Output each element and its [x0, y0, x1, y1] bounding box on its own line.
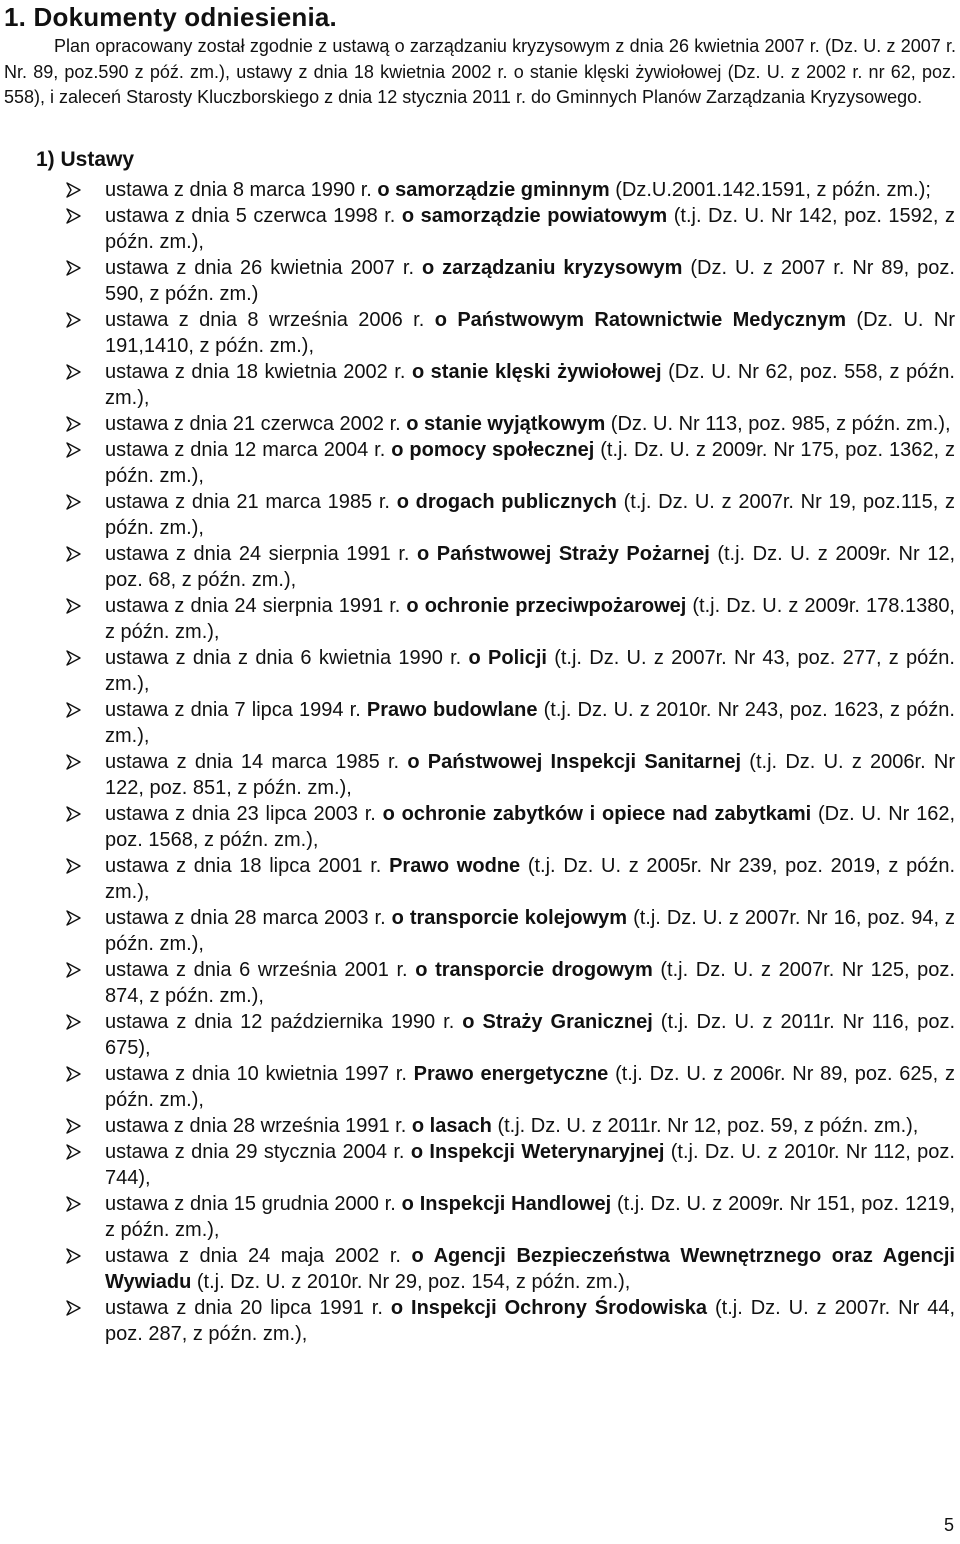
arrow-bullet-icon	[66, 1066, 81, 1082]
law-list	[0, 177, 960, 1347]
law-list-item	[0, 697, 955, 749]
law-date: ustawa z dnia 12 marca 2004 r.	[105, 439, 392, 461]
law-date: ustawa z dnia 20 lipca 1991 r.	[105, 1297, 391, 1319]
law-date: ustawa z dnia 24 sierpnia 1991 r.	[105, 543, 418, 565]
law-list-item	[0, 255, 955, 307]
law-citation: (Dz. U. z 2007 r. Nr 89, poz. 590, z późn. zm.)	[105, 257, 955, 305]
law-title: Prawo wodne	[389, 855, 521, 877]
law-title: o lasach	[411, 1115, 492, 1137]
law-citation: (t.j. Dz. U. z 2007r. Nr 19, poz.115, z późn. zm.),	[105, 491, 956, 539]
law-title: Prawo energetyczne	[413, 1063, 609, 1085]
arrow-bullet-icon	[66, 1300, 81, 1316]
law-title: o samorządzie powiatowym	[401, 205, 668, 227]
law-date: ustawa z dnia 14 marca 1985 r.	[105, 751, 408, 773]
law-title: o Państwowej Straży Pożarnej	[417, 543, 710, 565]
arrow-bullet-icon	[66, 364, 81, 380]
arrow-bullet-icon	[66, 260, 81, 276]
law-date: ustawa z dnia 26 kwietnia 2007 r.	[105, 257, 422, 279]
law-title: o Inspekcji Handlowej	[401, 1193, 612, 1215]
law-date: ustawa z dnia 28 września 1991 r.	[105, 1115, 412, 1137]
law-title: o samorządzie gminnym	[377, 179, 610, 201]
arrow-bullet-icon	[66, 182, 81, 198]
law-title: o Policji	[468, 647, 547, 669]
law-date: ustawa z dnia 8 marca 1990 r.	[105, 179, 378, 201]
intro-paragraph: Plan opracowany został zgodnie z ustawą o zarządzaniu kryzysowym z dnia 26 kwietnia 2007 r. (Dz. U. z 2007 r. Nr. 89, poz.590 z póź. zm.), ustawy z dnia 18 kwietnia 2002 r. o stanie klęski żywiołowej (Dz. U. z 2002 r. nr 62, poz. 558), i zaleceń Starosty Kluczborskiego z dnia 12 stycznia 2011 r. do Gminnych Planów Zarządzania Kryzysowego.	[4, 36, 956, 107]
law-citation: (Dz.U.2001.142.1591, z późn. zm.);	[609, 179, 931, 201]
arrow-bullet-icon	[66, 598, 81, 614]
law-list-item	[0, 853, 955, 905]
law-title: o Inspekcji Weterynaryjnej	[410, 1141, 665, 1163]
law-date: ustawa z dnia 29 stycznia 2004 r.	[105, 1141, 411, 1163]
law-title: o Agencji Bezpieczeństwa Wewnętrznego oraz Agencji Wywiadu	[105, 1245, 955, 1293]
law-title: o Straży Granicznej	[462, 1011, 653, 1033]
law-list-item	[0, 1009, 955, 1061]
section-heading: 1. Dokumenty odniesienia.	[4, 2, 337, 32]
law-list-item	[0, 489, 955, 541]
law-date: ustawa z dnia 6 września 2001 r.	[105, 959, 416, 981]
law-date: ustawa z dnia 24 maja 2002 r.	[105, 1245, 412, 1267]
law-citation: (t.j. Dz. U. z 2006r. Nr 89, poz. 625, z późn. zm.),	[105, 1063, 955, 1111]
law-citation: (t.j. Dz. U. z 2010r. Nr 243, poz. 1623, z późn. zm.),	[105, 699, 955, 747]
law-citation: (Dz. U. Nr 113, poz. 985, z późn. zm.),	[605, 413, 951, 435]
law-citation: (t.j. Dz. U. z 2007r. Nr 44, poz. 287, z późn. zm.),	[105, 1297, 955, 1345]
law-citation: (t.j. Dz. U. z 2007r. Nr 125, poz. 874, z późn. zm.),	[105, 959, 955, 1007]
law-title: o Państwowej Inspekcji Sanitarnej	[407, 751, 742, 773]
law-list-item	[0, 1139, 955, 1191]
law-date: ustawa z dnia z dnia 6 kwietnia 1990 r.	[105, 647, 469, 669]
law-title: o pomocy społecznej	[391, 439, 595, 461]
law-list-item	[0, 801, 955, 853]
law-list-item	[0, 1113, 955, 1139]
law-citation: (t.j. Dz. U. z 2010r. Nr 112, poz. 744),	[105, 1141, 955, 1189]
law-list-item	[0, 307, 955, 359]
law-title: o zarządzaniu kryzysowym	[421, 257, 683, 279]
law-title: o transporcie drogowym	[415, 959, 653, 981]
law-date: ustawa z dnia 24 sierpnia 1991 r.	[105, 595, 407, 617]
law-date: ustawa z dnia 8 września 2006 r.	[105, 309, 435, 331]
arrow-bullet-icon	[66, 754, 81, 770]
law-citation: (t.j. Dz. U. z 2009r. Nr 175, poz. 1362, z późn. zm.),	[105, 439, 956, 487]
law-citation: (t.j. Dz. U. z 2006r. Nr 122, poz. 851, z późn. zm.),	[105, 751, 956, 799]
arrow-bullet-icon	[66, 1196, 81, 1212]
law-list-item	[0, 1243, 955, 1295]
law-title: o stanie wyjątkowym	[406, 413, 606, 435]
law-date: ustawa z dnia 7 lipca 1994 r.	[105, 699, 367, 721]
law-date: ustawa z dnia 5 czerwca 1998 r.	[105, 205, 402, 227]
law-list-item	[0, 437, 955, 489]
law-list-item	[0, 1191, 955, 1243]
law-title: o drogach publicznych	[396, 491, 617, 513]
arrow-bullet-icon	[66, 650, 81, 666]
law-title: o ochronie przeciwpożarowej	[406, 595, 687, 617]
law-citation: (t.j. Dz. U. z 2005r. Nr 239, poz. 2019, z późn. zm.),	[105, 855, 956, 903]
law-citation: (t.j. Dz. U. z 2009r. Nr 12, poz. 68, z późn. zm.),	[105, 543, 956, 591]
law-title: o Państwowym Ratownictwie Medycznym	[434, 309, 847, 331]
law-list-item	[0, 1061, 955, 1113]
law-date: ustawa z dnia 28 marca 2003 r.	[105, 907, 392, 929]
law-list-item	[0, 1295, 955, 1347]
arrow-bullet-icon	[66, 806, 81, 822]
arrow-bullet-icon	[66, 962, 81, 978]
law-date: ustawa z dnia 10 kwietnia 1997 r.	[105, 1063, 414, 1085]
law-date: ustawa z dnia 15 grudnia 2000 r.	[105, 1193, 402, 1215]
arrow-bullet-icon	[66, 910, 81, 926]
law-citation: (Dz. U. Nr 191,1410, z późn. zm.),	[105, 309, 956, 357]
arrow-bullet-icon	[66, 494, 81, 510]
subsection-heading: 1) Ustawy	[36, 148, 135, 171]
law-date: ustawa z dnia 18 lipca 2001 r.	[105, 855, 390, 877]
law-list-item	[0, 593, 955, 645]
law-list-item	[0, 541, 955, 593]
law-title: o ochronie zabytków i opiece nad zabytkami	[382, 803, 812, 825]
law-list-item	[0, 749, 955, 801]
law-citation: (t.j. Dz. U. Nr 142, poz. 1592, z późn. zm.),	[105, 205, 956, 253]
arrow-bullet-icon	[66, 416, 81, 432]
arrow-bullet-icon	[66, 1118, 81, 1134]
law-title: o transporcie kolejowym	[391, 907, 628, 929]
law-title: o stanie klęski żywiołowej	[411, 361, 662, 383]
law-list-item	[0, 177, 955, 203]
arrow-bullet-icon	[66, 1248, 81, 1264]
law-citation: (t.j. Dz. U. z 2009r. 178.1380, z późn. zm.),	[105, 595, 955, 643]
law-list-item	[0, 359, 955, 411]
law-list-item	[0, 203, 955, 255]
law-list-item	[0, 645, 955, 697]
arrow-bullet-icon	[66, 442, 81, 458]
arrow-bullet-icon	[66, 1014, 81, 1030]
law-citation: (t.j. Dz. U. z 2007r. Nr 43, poz. 277, z późn. zm.),	[105, 647, 955, 695]
law-citation: (t.j. Dz. U. z 2007r. Nr 16, poz. 94, z późn. zm.),	[105, 907, 956, 955]
arrow-bullet-icon	[66, 1144, 81, 1160]
law-citation: (Dz. U. Nr 62, poz. 558, z późn. zm.),	[105, 361, 955, 409]
page-number: 5	[943, 1515, 954, 1535]
arrow-bullet-icon	[66, 858, 81, 874]
arrow-bullet-icon	[66, 546, 81, 562]
law-date: ustawa z dnia 21 marca 1985 r.	[105, 491, 397, 513]
law-list-item	[0, 957, 955, 1009]
law-date: ustawa z dnia 23 lipca 2003 r.	[105, 803, 383, 825]
law-title: o Inspekcji Ochrony Środowiska	[390, 1297, 708, 1319]
law-citation: (t.j. Dz. U. z 2009r. Nr 151, poz. 1219, z późn. zm.),	[105, 1193, 956, 1241]
law-date: ustawa z dnia 12 października 1990 r.	[105, 1011, 463, 1033]
law-list-item	[0, 411, 955, 437]
arrow-bullet-icon	[66, 312, 81, 328]
law-citation: (t.j. Dz. U. z 2010r. Nr 29, poz. 154, z późn. zm.),	[191, 1271, 631, 1293]
law-citation: (t.j. Dz. U. z 2011r. Nr 12, poz. 59, z późn. zm.),	[491, 1115, 919, 1137]
arrow-bullet-icon	[66, 702, 81, 718]
arrow-bullet-icon	[66, 208, 81, 224]
law-date: ustawa z dnia 18 kwietnia 2002 r.	[105, 361, 412, 383]
law-title: Prawo budowlane	[366, 699, 538, 721]
law-list-item	[0, 905, 955, 957]
law-citation: (t.j. Dz. U. z 2011r. Nr 116, poz. 675),	[105, 1011, 955, 1059]
law-date: ustawa z dnia 21 czerwca 2002 r.	[105, 413, 407, 435]
law-citation: (Dz. U. Nr 162, poz. 1568, z późn. zm.),	[105, 803, 956, 851]
